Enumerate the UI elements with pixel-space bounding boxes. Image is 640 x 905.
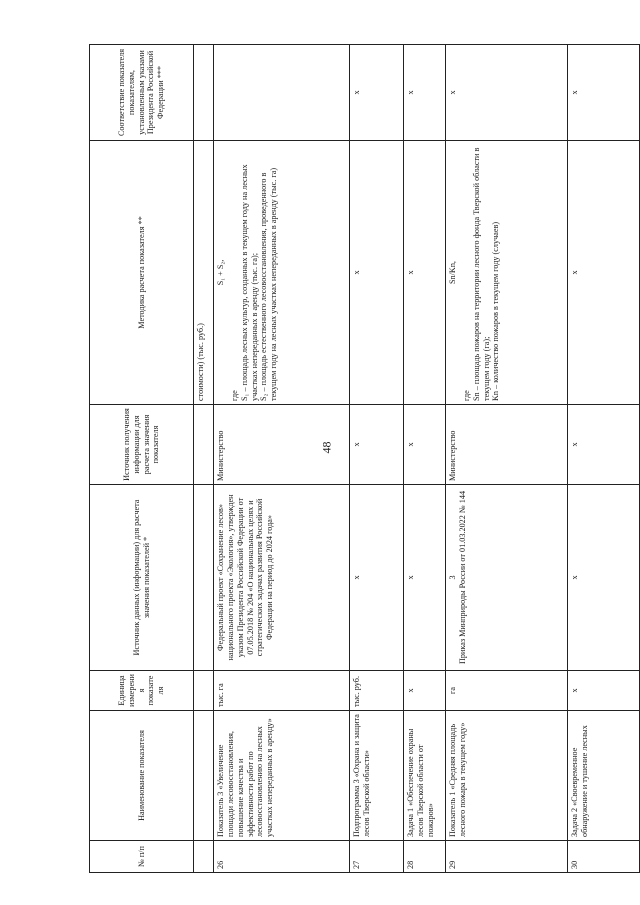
cell-unit: тыс. га [214, 671, 350, 711]
header-row [90, 45, 194, 873]
cell-method: х [350, 141, 404, 405]
cell-num: 27 [350, 841, 404, 873]
page-number: 48 [319, 441, 334, 454]
header-info-source: Источник получения информации для расчета значения показателя [90, 405, 194, 485]
cell-conformity: х [404, 45, 446, 141]
cell-num: 28 [404, 841, 446, 873]
cell-info-source: х [404, 405, 446, 485]
method-formula: S₁ + S₂, [216, 259, 225, 286]
method-text: где Sn – площадь пожаров на территории лесного фонда Тверской области в текущем году (га); Kn – количество пожаров в текущем году (случаев) [461, 147, 501, 401]
cell-sources: х [568, 485, 640, 671]
sources-text: Приказ Минприроды России от 01.03.2022 № 144 [457, 490, 467, 665]
cell-unit: га [446, 671, 568, 711]
cell-method: х [568, 141, 640, 405]
header-name: Наименование показателя [90, 711, 194, 841]
cell-info-source: х [350, 405, 404, 485]
cell-sources: х [350, 485, 404, 671]
cell-info-source [194, 405, 214, 485]
table-row [214, 45, 350, 873]
cell-conformity [194, 45, 214, 141]
cell-name: Задача 2 «Своевременное обнаружение и тушение лесных [568, 711, 640, 841]
cell-name: Задача 1 «Обеспечение охраны лесов Тверской области от пожаров» [404, 711, 446, 841]
cell-sources [194, 485, 214, 671]
table-row [404, 45, 446, 873]
header-conformity: Соответствие показателя показателям, установленным указами Президента Российской Федерации *** [90, 45, 194, 141]
cell-conformity [214, 45, 350, 141]
header-method: Методика расчета показателя ** [90, 141, 194, 405]
rotated-table-wrapper [89, 45, 639, 873]
table-row [350, 45, 404, 873]
cell-unit: х [404, 671, 446, 711]
header-unit: Единица измерения показателя [90, 671, 194, 711]
cell-conformity: х [446, 45, 568, 141]
method-text: где S₁ – площадь лесных культур, созданных в текущем году на лесных участках непереданных в аренду (тыс. га); S₂ – площадь естественного лесовосстановления, проведенного в текущем году на лесных участках непереданных в аренду (тыс. га) [229, 164, 279, 401]
cell-method: х [404, 141, 446, 405]
cell-method [214, 141, 350, 405]
cell-unit [194, 671, 214, 711]
cell-sources [446, 485, 568, 671]
header-sources: Источник данных (информации) для расчета значения показателей * [90, 485, 194, 671]
cell-num [194, 841, 214, 873]
method-formula: Sn/Kn, [448, 261, 457, 284]
cell-unit: х [568, 671, 640, 711]
sources-number: 3 [448, 575, 457, 580]
cell-unit: тыс. руб. [350, 671, 404, 711]
cell-conformity: х [568, 45, 640, 141]
cell-name [194, 711, 214, 841]
table-row [194, 45, 214, 873]
table-row [568, 45, 640, 873]
cell-sources: х [404, 485, 446, 671]
header-num: № п/п [90, 841, 194, 873]
cell-info-source: х [568, 405, 640, 485]
cell-name: Подпрограмма 3 «Охрана и защита лесов Тверской области» [350, 711, 404, 841]
cell-name: Показатель 3 «Увеличение площади лесовосстановления, повышение качества и эффективности работ по лесовосстановлению на лесных участках непереданных в аренду» [214, 711, 350, 841]
cell-num: 29 [446, 841, 568, 873]
indicators-table [89, 44, 640, 873]
cell-num: 30 [568, 841, 640, 873]
table-row [446, 45, 568, 873]
cell-info-source: Министерство [214, 405, 350, 485]
cell-info-source: Министерство [446, 405, 568, 485]
cell-sources: Федеральный проект «Сохранение лесов» национального проекта «Экология», утвержден указом Президента Российской Федерации от 07.05.2018 № 204 «О национальных целях и стратегических задачах развития Российской Федерации на период до 2024 года» [214, 485, 350, 671]
cell-num: 26 [214, 841, 350, 873]
cell-name: Показатель 1 «Средняя площадь лесного пожара в текущем году» [446, 711, 568, 841]
cell-method [446, 141, 568, 405]
cell-method: стоимости) (тыс. руб.) [194, 141, 214, 405]
cell-conformity: х [350, 45, 404, 141]
